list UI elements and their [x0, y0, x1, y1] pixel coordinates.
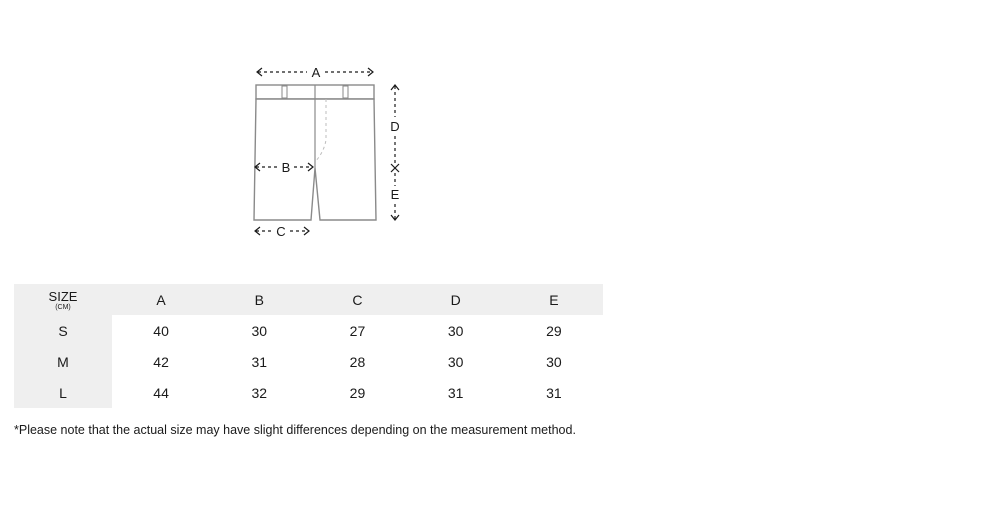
label-b: B [281, 160, 291, 175]
measurement-note: *Please note that the actual size may have slight differences depending on the measurement method. [14, 423, 576, 437]
header-unit-label: (CM) [55, 303, 71, 311]
value-cell: 31 [546, 384, 562, 401]
value-cell: 30 [447, 353, 464, 370]
value-cell: 29 [349, 384, 366, 401]
value-cell: 42 [153, 353, 169, 370]
header-size [14, 284, 112, 315]
header-col-b: B [210, 284, 308, 315]
belt-loop-left [282, 86, 287, 98]
value-cell: 27 [349, 322, 366, 339]
label-a: A [311, 65, 321, 80]
measure-c [255, 224, 309, 239]
belt-loop-right [343, 86, 348, 98]
header-col-e: E [505, 284, 603, 315]
measure-a [257, 65, 373, 80]
measure-e [391, 173, 400, 220]
value-cell: 30 [251, 322, 268, 339]
header-col-c: C [308, 284, 406, 315]
label-e: E [390, 187, 400, 202]
table-row [14, 346, 603, 377]
label-d: D [390, 119, 400, 134]
value-cell: 28 [349, 353, 366, 370]
size-chart-table [14, 284, 603, 408]
value-cell: 30 [447, 322, 464, 339]
value-cell: 31 [447, 384, 464, 401]
size-cell: S [14, 315, 112, 346]
header-col-d: D [407, 284, 505, 315]
value-cell: 30 [546, 353, 562, 370]
table-row [14, 315, 603, 346]
value-cell: 40 [153, 322, 169, 339]
label-c: C [276, 224, 286, 239]
value-cell: 29 [546, 322, 562, 339]
measure-d [390, 85, 399, 172]
value-cell: 31 [251, 353, 268, 370]
table-row [14, 377, 603, 408]
header-size-label: SIZE [48, 288, 78, 304]
value-cell: 32 [251, 384, 268, 401]
header-col-a: A [112, 284, 210, 315]
table-header-row [14, 284, 603, 315]
size-cell: L [14, 377, 112, 408]
value-cell: 44 [153, 384, 169, 401]
size-cell: M [14, 346, 112, 377]
shorts-outline [254, 85, 376, 220]
